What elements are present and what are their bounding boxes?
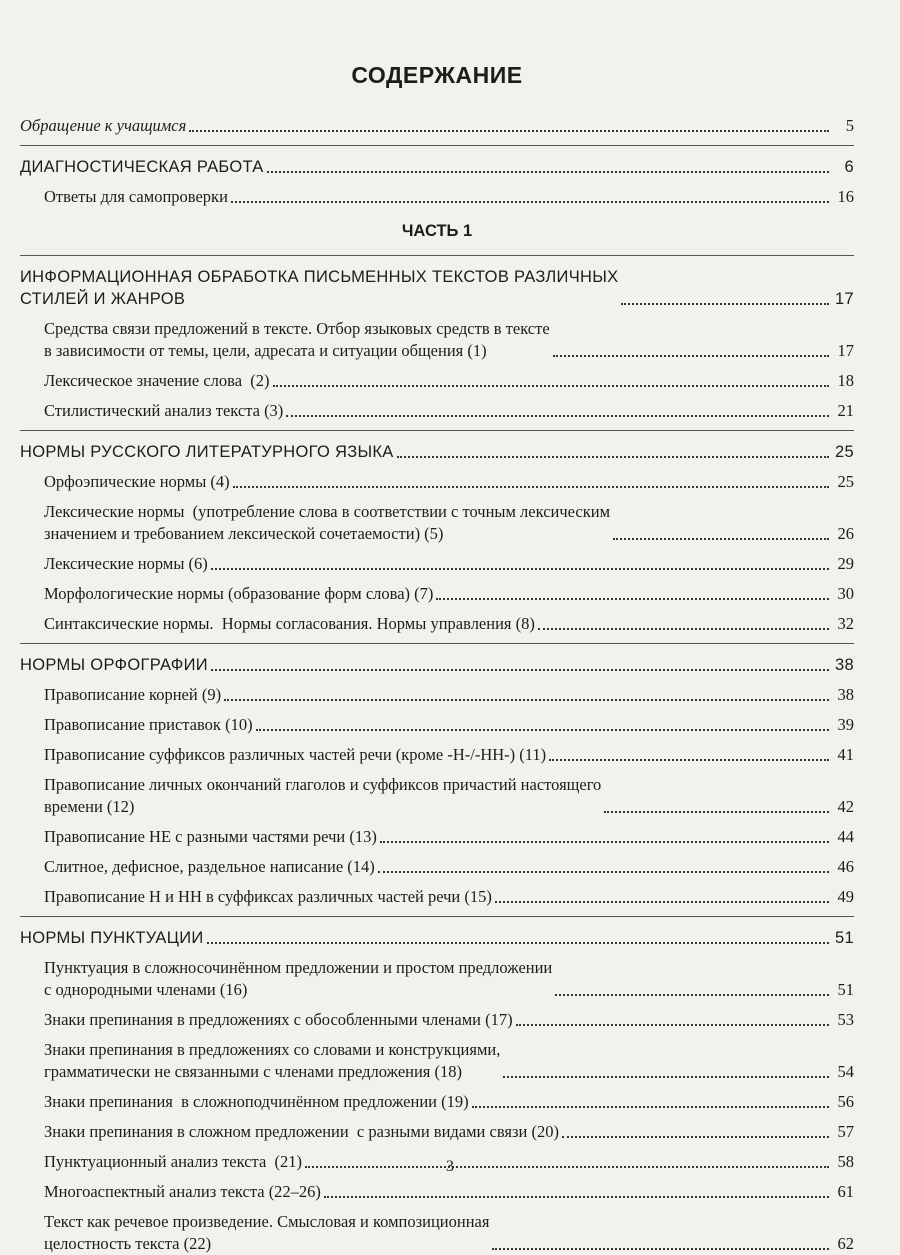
toc-entry-page: 61 [837,1182,854,1201]
toc-entry[interactable] [20,826,854,848]
toc-entry-label: Орфоэпические нормы (4) [44,472,230,491]
toc-entry-page: 62 [837,1234,854,1253]
toc-entry-label: Слитное, дефисное, раздельное написание (14) [44,857,375,876]
toc-entry[interactable] [20,957,854,1001]
toc-entry-page: 38 [837,685,854,704]
toc-section-label: ИНФОРМАЦИОННАЯ ОБРАБОТКА ПИСЬМЕННЫХ ТЕКСТОВ РАЗЛИЧНЫХ СТИЛЕЙ И ЖАНРОВ [20,268,619,308]
toc-entry-page: 26 [837,524,854,543]
toc-entry-label: Правописание Н и НН в суффиксах различных частей речи (15) [44,887,492,906]
toc-entry-page: 44 [837,827,854,846]
divider [20,916,854,917]
toc-entry-page: 53 [837,1010,854,1029]
toc-entry[interactable] [20,1039,854,1083]
toc-entry-page: 16 [837,187,854,206]
toc-entry[interactable] [20,115,854,137]
toc-entry[interactable] [20,400,854,422]
toc-entry-page: 46 [837,857,854,876]
leader-dots [233,485,829,488]
leader-dots [397,455,829,458]
page-number: 3 [446,1158,454,1175]
toc-section[interactable] [20,654,854,676]
leader-dots [378,870,829,873]
leader-dots [189,129,829,132]
toc-entry-label: Лексическое значение слова (2) [44,371,270,390]
toc-entry-page: 29 [837,554,854,573]
toc-entry[interactable] [20,1009,854,1031]
toc-entry-page: 39 [837,715,854,734]
toc-entry-label: Правописание приставок (10) [44,715,253,734]
toc-entry-label: Знаки препинания в сложноподчинённом предложении (19) [44,1092,469,1111]
leader-dots [256,728,829,731]
leader-dots [495,900,829,903]
leader-dots [211,567,829,570]
toc-entry-page: 18 [837,371,854,390]
toc-entry-page: 49 [837,887,854,906]
toc-entry[interactable] [20,684,854,706]
toc-section-page: 25 [835,443,854,461]
toc-entry[interactable] [20,370,854,392]
leader-dots [436,597,829,600]
toc-entry-page: 51 [837,980,854,999]
toc-entry-label: Знаки препинания в предложениях с обособленными членами (17) [44,1010,513,1029]
toc-entry-page: 5 [845,116,854,135]
toc-entry-label: Пунктуация в сложносочинённом предложении и простом предложении с однородными членами (16) [44,958,553,999]
leader-dots [604,810,829,813]
toc-entry[interactable] [20,1091,854,1113]
toc-section-label: НОРМЫ РУССКОГО ЛИТЕРАТУРНОГО ЯЗЫКА [20,443,394,461]
leader-dots [472,1105,829,1108]
toc-entry[interactable] [20,744,854,766]
leader-dots [553,354,829,357]
toc-entry[interactable] [20,501,854,545]
toc-section-page: 6 [844,158,854,176]
toc-entry-page: 42 [837,797,854,816]
toc-entry-label: Текст как речевое произведение. Смысловая и композиционная целостность текста (22) [44,1212,490,1253]
toc-section[interactable] [20,266,854,310]
toc-entry-page: 30 [837,584,854,603]
toc-entry[interactable] [20,714,854,736]
toc-entry-label: Обращение к учащимся [20,116,187,135]
toc-section-label: ДИАГНОСТИЧЕСКАЯ РАБОТА [20,158,264,176]
toc-entry[interactable] [20,774,854,818]
leader-dots [324,1195,829,1198]
toc-entry[interactable] [20,886,854,908]
toc-entry-label: Правописание корней (9) [44,685,222,704]
page-title: СОДЕРЖАНИЕ [351,62,523,88]
toc-entry-page: 58 [837,1152,854,1171]
toc-entry-label: Синтаксические нормы. Нормы согласования. Нормы управления (8) [44,614,535,633]
toc-entry-label: Морфологические нормы (образование форм слова) (7) [44,584,434,603]
toc-entry[interactable] [20,1211,854,1255]
toc-section-page: 17 [835,290,854,308]
toc-entry-label: Знаки препинания в предложениях со словами и конструкциями, грамматически не связанными с членами предложения (18) [44,1040,501,1081]
toc-entry-label: Правописание личных окончаний глаголов и суффиксов причастий настоящего времени (12) [44,775,602,816]
toc-section[interactable] [20,156,854,178]
toc-entry-label: Стилистический анализ текста (3) [44,401,284,420]
leader-dots [621,302,829,305]
leader-dots [562,1135,829,1138]
leader-dots [516,1023,829,1026]
toc-entry-page: 56 [837,1092,854,1111]
toc-entry[interactable] [20,856,854,878]
toc-entry-page: 21 [837,401,854,420]
part-heading: ЧАСТЬ 1 [401,222,473,240]
divider [20,643,854,644]
toc-section-label: НОРМЫ ПУНКТУАЦИИ [20,929,204,947]
toc-section-page: 38 [835,656,854,674]
toc-entry-page: 17 [837,341,854,360]
toc-section-label: НОРМЫ ОРФОГРАФИИ [20,656,208,674]
divider [20,145,854,146]
leader-dots [207,941,829,944]
toc-entry-label: Пунктуационный анализ текста (21) [44,1152,303,1171]
toc-entry[interactable] [20,186,854,208]
toc-entry-page: 25 [837,472,854,491]
toc-entry-label: Средства связи предложений в тексте. Отбор языковых средств в тексте в зависимости от темы, цели, адресата и ситуации общения (1) [44,319,550,360]
toc-entry-page: 41 [837,745,854,764]
toc-entry[interactable] [20,613,854,635]
toc-entry[interactable] [20,318,854,362]
leader-dots [503,1075,829,1078]
leader-dots [555,993,829,996]
table-of-contents [20,115,854,1255]
leader-dots [613,537,829,540]
leader-dots [549,758,829,761]
toc-entry[interactable] [20,1121,854,1143]
toc-entry-label: Знаки препинания в сложном предложении с разными видами связи (20) [44,1122,559,1141]
toc-entry-label: Правописание НЕ с разными частями речи (13) [44,827,377,846]
toc-entry-page: 54 [837,1062,854,1081]
toc-entry[interactable] [20,583,854,605]
leader-dots [231,200,829,203]
toc-entry[interactable] [20,471,854,493]
toc-entry-page: 32 [837,614,854,633]
leader-dots [492,1247,829,1250]
leader-dots [380,840,829,843]
toc-section[interactable] [20,927,854,949]
toc-entry-label: Ответы для самопроверки [44,187,228,206]
toc-entry-page: 57 [837,1122,854,1141]
toc-entry-label: Многоаспектный анализ текста (22–26) [44,1182,321,1201]
leader-dots [224,698,829,701]
leader-dots [286,414,829,417]
toc-entry-label: Лексические нормы (6) [44,554,208,573]
leader-dots [211,668,829,671]
toc-entry-label: Правописание суффиксов различных частей речи (кроме -Н-/-НН-) (11) [44,745,547,764]
leader-dots [538,627,829,630]
divider [20,430,854,431]
leader-dots [267,170,829,173]
divider [20,255,854,256]
toc-section[interactable] [20,441,854,463]
toc-entry-label: Лексические нормы (употребление слова в соответствии с точным лексическим значением и требованием лексической сочетаемости) (5) [44,502,611,543]
toc-entry[interactable] [20,553,854,575]
leader-dots [273,384,829,387]
toc-section-page: 51 [835,929,854,947]
